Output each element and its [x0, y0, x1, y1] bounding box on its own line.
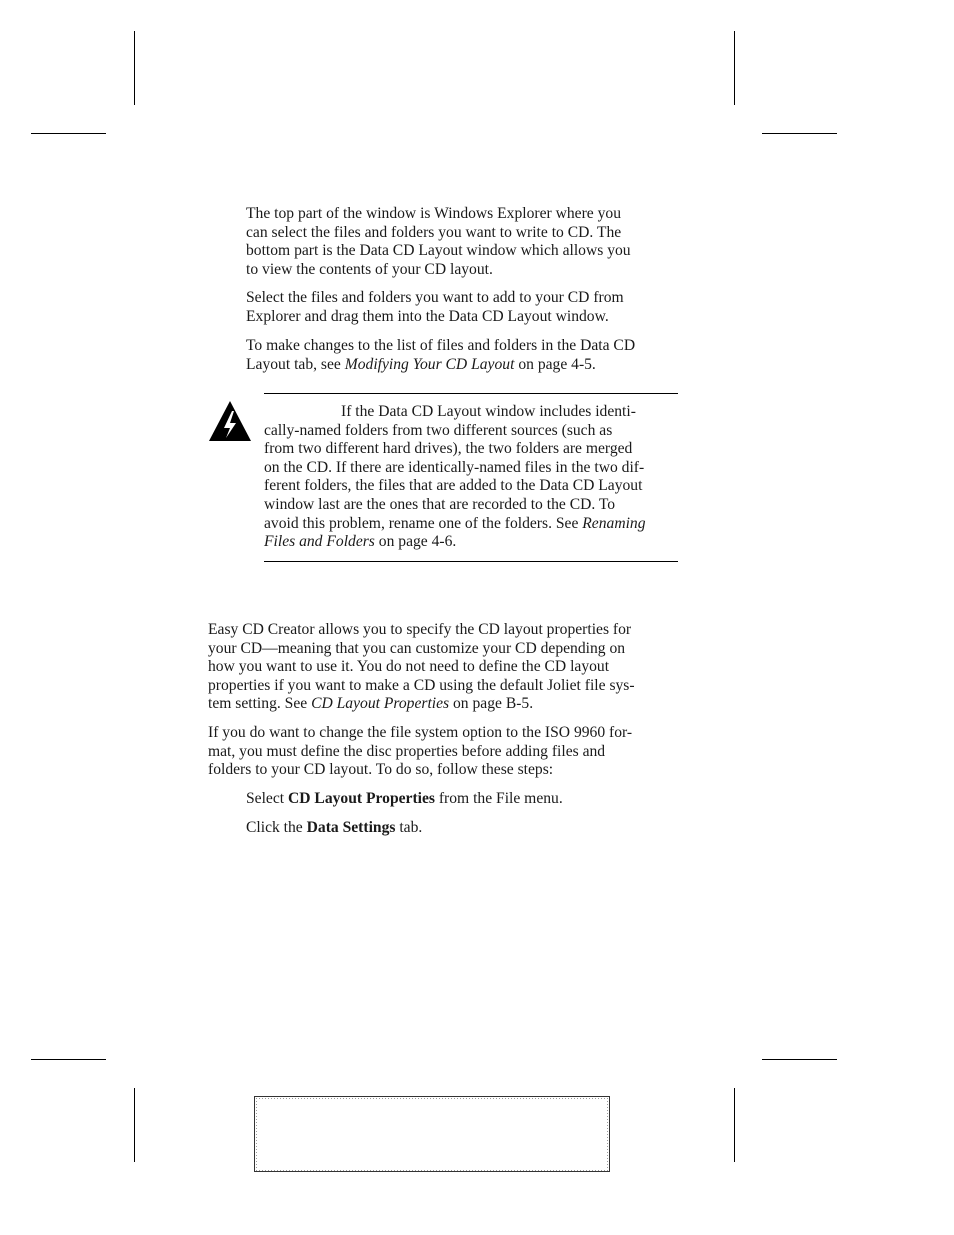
drag-files-paragraph: Select the files and folders you want to add to your CD from Explorer and drag them into the Data CD Layout window.: [246, 289, 624, 325]
iso-format-paragraph: If you do want to change the file system option to the ISO 9960 for- mat, you must define the disc properties before adding files and folders to your CD layout. To do so, follow these steps:: [208, 724, 633, 779]
crop-mark: [31, 1059, 106, 1060]
step-1: Select CD Layout Properties from the File menu.: [246, 790, 563, 807]
cross-reference-link[interactable]: Files and Folders: [264, 533, 375, 551]
crop-mark: [134, 31, 135, 105]
explorer-intro-paragraph: The top part of the window is Windows Explorer where you can select the files and folders you want to write to CD. The bottom part is the Data CD Layout window which allows you to view the contents of your CD layout.: [246, 205, 631, 278]
cross-reference-link[interactable]: Renaming: [582, 514, 646, 532]
crop-mark: [762, 1059, 837, 1060]
warning-lightning-icon: [208, 400, 252, 442]
crop-mark: [31, 133, 106, 134]
warning-bottom-rule: [264, 561, 678, 562]
crop-mark: [734, 1088, 735, 1162]
step-2: Click the Data Settings tab.: [246, 819, 423, 836]
modify-layout-paragraph: To make changes to the list of files and folders in the Data CD Layout tab, see Modifying Your CD Layout on page 4-5.: [246, 337, 636, 373]
cross-reference-link[interactable]: Modifying Your CD Layout: [344, 355, 515, 373]
warning-top-rule: [264, 393, 678, 394]
cross-reference-link[interactable]: CD Layout Properties: [311, 695, 450, 713]
crop-mark: [762, 133, 837, 134]
crop-mark: [734, 31, 735, 105]
layout-properties-paragraph: Easy CD Creator allows you to specify the CD layout properties for your CD—meaning that you can customize your CD depending on how you want to use it. You do not need to define the CD layout properties if you want to make a CD using the default Joliet file sys- tem setting. See CD Layout Properties on page B-5.: [208, 621, 635, 713]
warning-text: If the Data CD Layout window includes identi- cally-named folders from two different sources (such as from two different hard drives), the two folders are merged on the CD. If there are identically-named files in the two dif- ferent folders, the files that are added to the Data CD Layout window last are the ones that are recorded to the CD. To avoid this problem, rename one of the folders. See Renaming Files and Folders on page 4-6.: [264, 403, 646, 551]
crop-mark: [134, 1088, 135, 1162]
tab-name: Data Settings: [306, 819, 396, 836]
footer-frame: [254, 1096, 610, 1172]
menu-item-name: CD Layout Properties: [288, 790, 435, 807]
